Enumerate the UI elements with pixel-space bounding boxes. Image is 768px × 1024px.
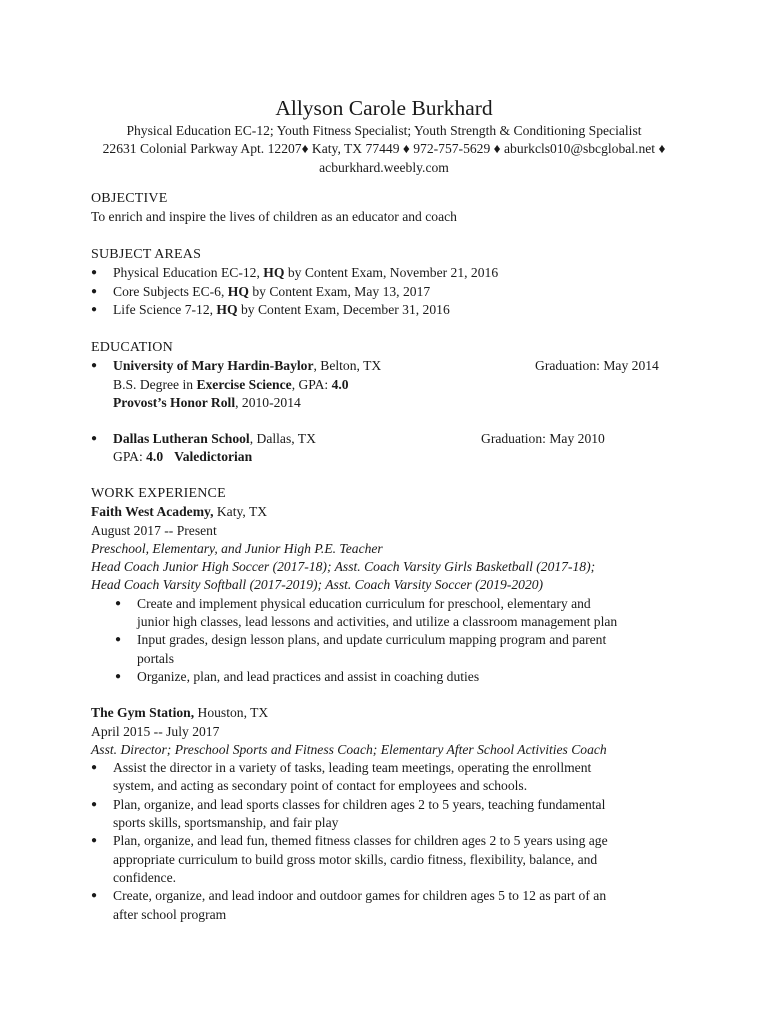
list-item xyxy=(91,887,691,924)
employer-name: The Gym Station, xyxy=(91,705,195,721)
section-heading: SUBJECT AREAS xyxy=(91,247,202,262)
tagline: Physical Education EC-12; Youth Fitness Specialist; Youth Strength & Conditioning Specialist xyxy=(126,123,642,138)
job-title: Asst. Director; Preschool Sports and Fitness Coach; Elementary After School Activities Coach xyxy=(91,741,607,757)
employer-name: Faith West Academy, xyxy=(91,504,214,520)
list-item xyxy=(91,301,691,319)
job-dates: August 2017 -- Present xyxy=(91,522,217,538)
duty-list xyxy=(91,759,691,924)
duty-text: ● Assist the director in a variety of tasks, leading team meetings, operating the enrollment xyxy=(113,760,592,776)
school-row xyxy=(113,430,691,448)
gpa-label: , GPA: xyxy=(291,376,332,392)
work-experience-section xyxy=(91,485,691,924)
degree-line xyxy=(113,376,691,394)
honor-line xyxy=(113,394,691,412)
graduation-date: Graduation: May 2014 xyxy=(535,358,659,374)
duty-text: ● Plan, organize, and lead sports classes for children ages 2 to 5 years, teaching fundamental xyxy=(113,796,606,812)
job-dates: April 2015 -- July 2017 xyxy=(91,723,220,739)
gpa-value: 4.0 xyxy=(146,449,164,465)
gpa-line xyxy=(113,448,691,466)
list-item xyxy=(91,430,691,467)
gpa-value: 4.0 xyxy=(331,376,349,392)
employer-location: Houston, TX xyxy=(194,705,269,721)
contact-line: 22631 Colonial Parkway Apt. 12207♦ Katy, TX 77449 ♦ 972-757-5629 ♦ aburkcls010@sbcglobal.net ♦ xyxy=(102,141,666,157)
hq-mark: HQ xyxy=(263,265,285,281)
gpa-label: GPA: xyxy=(113,449,147,465)
duty-text: sports skills, sportsmanship, and fair play xyxy=(113,815,339,831)
duty-list xyxy=(91,595,691,686)
website-line: acburkhard.weebly.com xyxy=(319,159,449,175)
subject-list xyxy=(91,264,691,319)
hq-mark: HQ xyxy=(227,283,249,299)
school-location: , Dallas, TX xyxy=(249,431,316,447)
section-heading: WORK EXPERIENCE xyxy=(91,486,226,501)
duty-text: confidence. xyxy=(113,869,177,885)
school-list xyxy=(91,357,691,466)
distinction: Valedictorian xyxy=(174,449,253,465)
subject-areas-section xyxy=(91,246,691,319)
duty-text: portals xyxy=(137,650,174,666)
subject-name: Life Science 7-12, xyxy=(113,301,217,317)
list-item xyxy=(91,264,691,282)
duty-text: ● Plan, organize, and lead fun, themed fitness classes for children ages 2 to 5 years using age xyxy=(113,833,608,849)
duty-text: junior high classes, lead lessons and activities, and utilize a classroom management plan xyxy=(137,614,618,630)
objective-section xyxy=(91,190,691,227)
employer-line xyxy=(91,503,691,521)
duty-text: ● Create and implement physical education curriculum for preschool, elementary and xyxy=(137,595,591,611)
section-heading: EDUCATION xyxy=(91,340,173,355)
employer-line xyxy=(91,704,691,722)
resume-header xyxy=(0,94,768,177)
section-heading: OBJECTIVE xyxy=(91,191,168,206)
degree-major: Exercise Science xyxy=(196,376,292,392)
job-title: Head Coach Varsity Softball (2017-2019); Asst. Coach Varsity Soccer (2019-2020) xyxy=(91,577,544,593)
school-row xyxy=(113,357,691,375)
objective-text: To enrich and inspire the lives of children as an educator and coach xyxy=(91,209,457,225)
list-item xyxy=(91,796,691,833)
job-entry xyxy=(91,503,691,686)
list-item xyxy=(91,283,691,301)
subject-detail: by Content Exam, November 21, 2016 xyxy=(284,265,499,281)
school-name: Dallas Lutheran School xyxy=(113,431,250,447)
graduation-date: Graduation: May 2010 xyxy=(481,431,605,447)
duty-text: system, and acting as secondary point of contact for employees and schools. xyxy=(113,778,528,794)
subject-detail: by Content Exam, May 13, 2017 xyxy=(248,283,431,299)
list-item xyxy=(115,595,691,632)
job-title: Head Coach Junior High Soccer (2017-18); Asst. Coach Varsity Girls Basketball (2017-18); xyxy=(91,559,596,575)
list-item xyxy=(115,668,691,686)
job-title: Preschool, Elementary, and Junior High P.E. Teacher xyxy=(91,540,383,556)
subject-detail: by Content Exam, December 31, 2016 xyxy=(237,301,450,317)
hq-mark: HQ xyxy=(216,301,238,317)
employer-location: Katy, TX xyxy=(213,504,268,520)
duty-text: ● Input grades, design lesson plans, and update curriculum mapping program and parent xyxy=(137,632,607,648)
subject-name: Core Subjects EC-6, xyxy=(113,283,228,299)
list-item xyxy=(91,832,691,887)
list-item xyxy=(91,357,691,412)
job-entry xyxy=(91,704,691,924)
honor-years: , 2010-2014 xyxy=(235,394,301,410)
duty-text: ● Organize, plan, and lead practices and assist in coaching duties xyxy=(137,668,480,684)
duty-text: appropriate curriculum to build gross motor skills, cardio fitness, flexibility, balance, and xyxy=(113,851,598,867)
education-section xyxy=(91,339,691,467)
school-location: , Belton, TX xyxy=(313,358,382,374)
subject-name: Physical Education EC-12, xyxy=(113,265,264,281)
duty-text: after school program xyxy=(113,906,227,922)
list-item xyxy=(91,759,691,796)
candidate-name: Allyson Carole Burkhard xyxy=(275,96,493,120)
list-item xyxy=(115,631,691,668)
duty-text: ● Create, organize, and lead indoor and outdoor games for children ages 5 to 12 as part of an xyxy=(113,888,607,904)
school-name: University of Mary Hardin-Baylor xyxy=(113,358,314,374)
honor-name: Provost’s Honor Roll xyxy=(113,394,236,410)
degree-label: B.S. Degree in xyxy=(113,376,197,392)
